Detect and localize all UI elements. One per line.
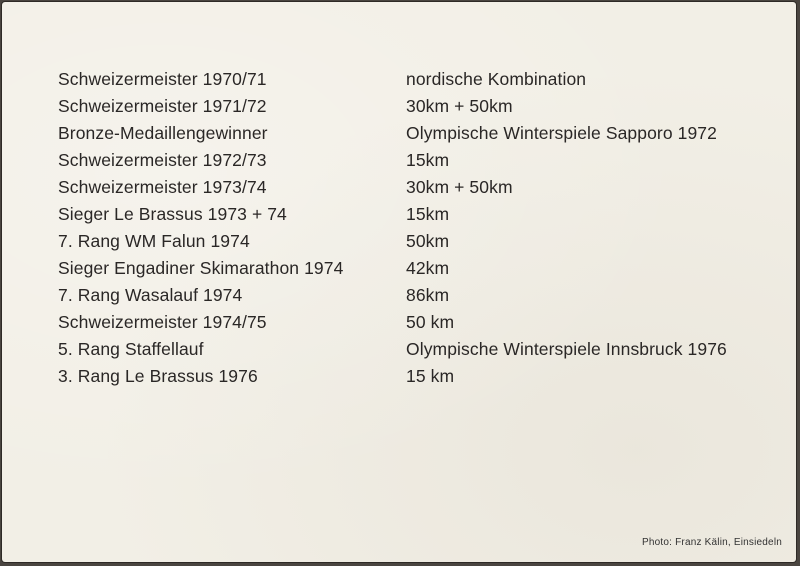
- result-detail: Olympische Winterspiele Innsbruck 1976: [406, 339, 727, 359]
- result-title: Schweizermeister 1974/75: [58, 312, 267, 332]
- result-title: 3. Rang Le Brassus 1976: [58, 366, 258, 386]
- result-row: [58, 201, 778, 228]
- result-title: Schweizermeister 1971/72: [58, 96, 267, 116]
- result-row: [58, 336, 778, 363]
- result-detail: Olympische Winterspiele Sapporo 1972: [406, 123, 717, 143]
- result-row: [58, 66, 778, 93]
- result-row: [58, 93, 778, 120]
- result-row: [58, 363, 778, 390]
- result-title: 7. Rang Wasalauf 1974: [58, 285, 243, 305]
- result-title: Sieger Le Brassus 1973 + 74: [58, 204, 287, 224]
- result-detail: 86km: [406, 285, 450, 305]
- result-detail: 42km: [406, 258, 450, 278]
- result-row: [58, 174, 778, 201]
- result-row: [58, 255, 778, 282]
- result-detail: 30km + 50km: [406, 96, 513, 116]
- result-detail: 15 km: [406, 366, 455, 386]
- result-row: [58, 120, 778, 147]
- result-detail: 15km: [406, 150, 450, 170]
- result-row: [58, 147, 778, 174]
- result-row: [58, 309, 778, 336]
- photo-credit: Photo: Franz Kälin, Einsiedeln: [642, 537, 782, 548]
- result-title: Schweizermeister 1973/74: [58, 177, 267, 197]
- result-row: [58, 282, 778, 309]
- result-title: 5. Rang Staffellauf: [58, 339, 204, 359]
- postcard: [2, 2, 796, 562]
- result-detail: 15km: [406, 204, 450, 224]
- result-title: Sieger Engadiner Skimarathon 1974: [58, 258, 344, 278]
- result-detail: 50km: [406, 231, 450, 251]
- results-table: [58, 66, 778, 390]
- result-detail: 30km + 50km: [406, 177, 513, 197]
- result-detail: 50 km: [406, 312, 455, 332]
- result-title: Bronze-Medaillengewinner: [58, 123, 268, 143]
- result-title: 7. Rang WM Falun 1974: [58, 231, 250, 251]
- result-title: Schweizermeister 1970/71: [58, 69, 267, 89]
- result-title: Schweizermeister 1972/73: [58, 150, 267, 170]
- result-detail: nordische Kombination: [406, 69, 587, 89]
- result-row: [58, 228, 778, 255]
